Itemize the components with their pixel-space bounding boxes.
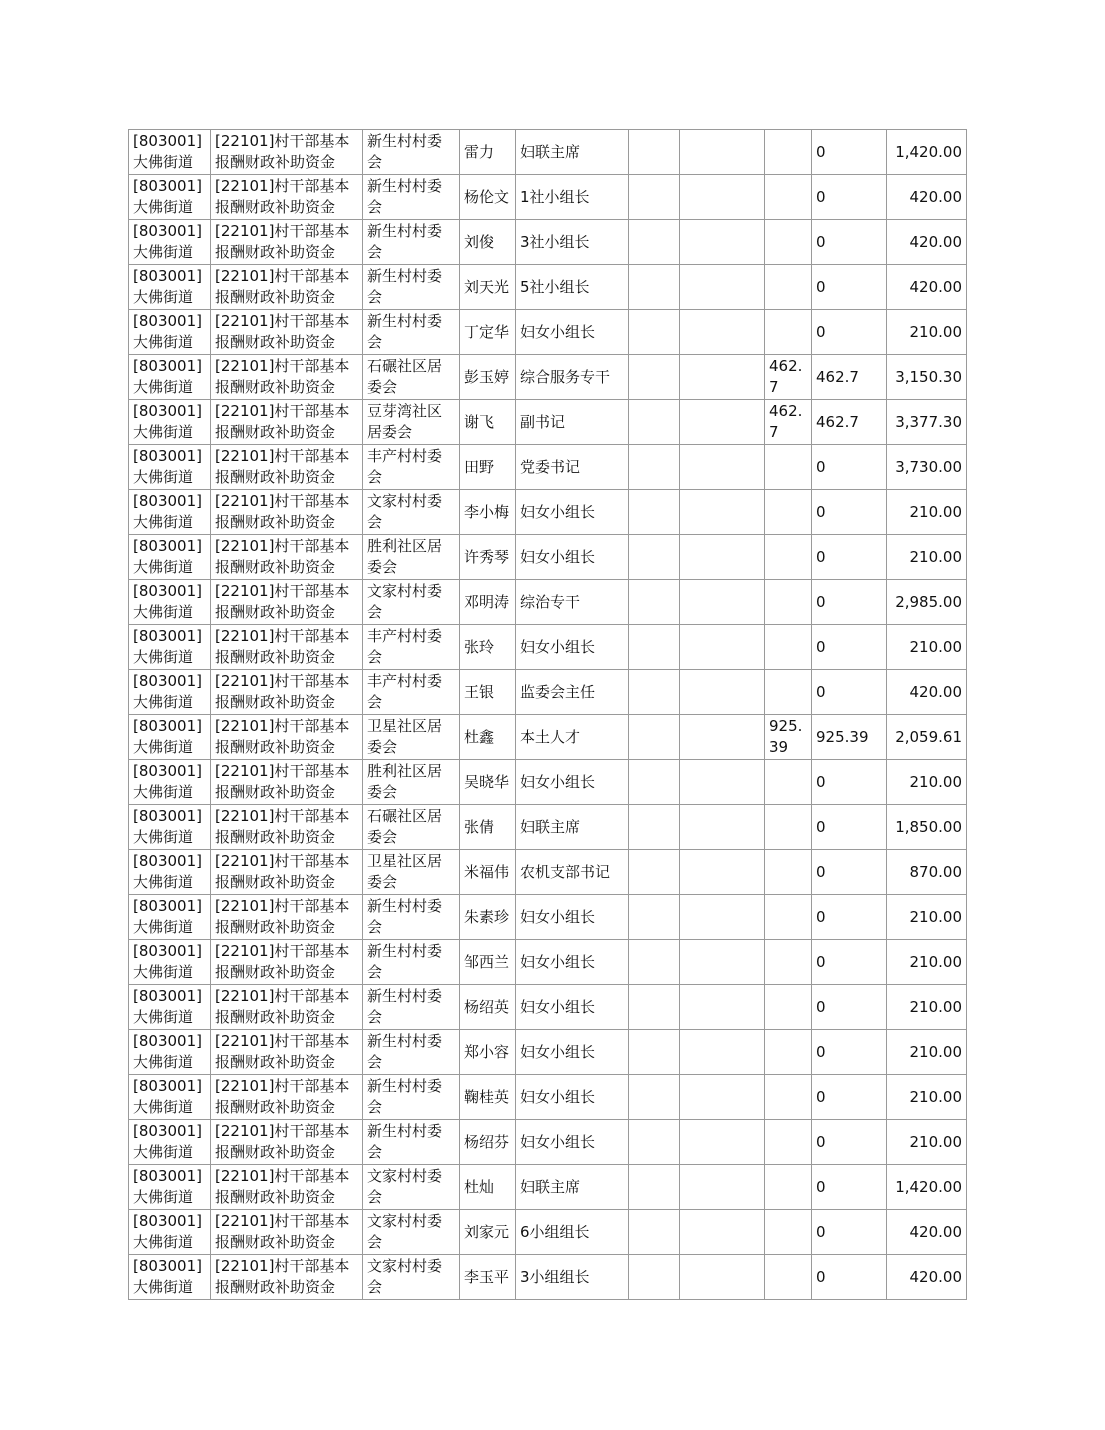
committee-cell: 丰产村村委会 <box>363 625 460 670</box>
name-cell: 彭玉婷 <box>460 355 516 400</box>
blank-cell-b <box>680 445 765 490</box>
amount-cell: 210.00 <box>887 625 967 670</box>
name-cell: 张玲 <box>460 625 516 670</box>
department-cell: [803001]大佛街道 <box>129 625 211 670</box>
amount-cell: 210.00 <box>887 985 967 1030</box>
department-cell: [803001]大佛街道 <box>129 445 211 490</box>
department-cell: [803001]大佛街道 <box>129 670 211 715</box>
amount-cell: 3,730.00 <box>887 445 967 490</box>
name-cell: 米福伟 <box>460 850 516 895</box>
amount-cell: 3,377.30 <box>887 400 967 445</box>
amount-cell: 210.00 <box>887 1030 967 1075</box>
amount-cell: 870.00 <box>887 850 967 895</box>
blank-cell-a <box>629 760 680 805</box>
fund-cell: [22101]村干部基本报酬财政补助资金 <box>211 985 363 1030</box>
position-cell: 妇联主席 <box>516 805 629 850</box>
amount-cell: 210.00 <box>887 1120 967 1165</box>
blank-cell-a <box>629 400 680 445</box>
committee-cell: 新生村村委会 <box>363 940 460 985</box>
deduction-cell <box>765 1165 812 1210</box>
blank-cell-b <box>680 625 765 670</box>
name-cell: 邓明涛 <box>460 580 516 625</box>
fund-cell: [22101]村干部基本报酬财政补助资金 <box>211 1210 363 1255</box>
name-cell: 杨绍芬 <box>460 1120 516 1165</box>
committee-cell: 新生村村委会 <box>363 1120 460 1165</box>
deduction-total-cell: 0 <box>812 130 887 175</box>
deduction-cell <box>765 670 812 715</box>
deduction-cell: 462.7 <box>765 400 812 445</box>
name-cell: 朱素珍 <box>460 895 516 940</box>
fund-cell: [22101]村干部基本报酬财政补助资金 <box>211 355 363 400</box>
blank-cell-a <box>629 985 680 1030</box>
blank-cell-a <box>629 1075 680 1120</box>
position-cell: 1社小组长 <box>516 175 629 220</box>
department-cell: [803001]大佛街道 <box>129 310 211 355</box>
fund-cell: [22101]村干部基本报酬财政补助资金 <box>211 220 363 265</box>
blank-cell-a <box>629 130 680 175</box>
amount-cell: 420.00 <box>887 670 967 715</box>
position-cell: 副书记 <box>516 400 629 445</box>
deduction-cell <box>765 940 812 985</box>
table-row <box>129 1165 967 1210</box>
name-cell: 杨伦文 <box>460 175 516 220</box>
committee-cell: 卫星社区居委会 <box>363 850 460 895</box>
deduction-cell: 925.39 <box>765 715 812 760</box>
table-row <box>129 220 967 265</box>
blank-cell-b <box>680 985 765 1030</box>
committee-cell: 新生村村委会 <box>363 310 460 355</box>
committee-cell: 丰产村村委会 <box>363 445 460 490</box>
committee-cell: 丰产村村委会 <box>363 670 460 715</box>
table-row <box>129 1255 967 1300</box>
deduction-cell <box>765 1210 812 1255</box>
deduction-cell <box>765 310 812 355</box>
amount-cell: 210.00 <box>887 760 967 805</box>
position-cell: 妇女小组长 <box>516 535 629 580</box>
name-cell: 李玉平 <box>460 1255 516 1300</box>
deduction-total-cell: 462.7 <box>812 400 887 445</box>
amount-cell: 210.00 <box>887 310 967 355</box>
blank-cell-a <box>629 490 680 535</box>
blank-cell-a <box>629 175 680 220</box>
committee-cell: 新生村村委会 <box>363 130 460 175</box>
table-row <box>129 805 967 850</box>
committee-cell: 胜利社区居委会 <box>363 535 460 580</box>
position-cell: 妇女小组长 <box>516 625 629 670</box>
department-cell: [803001]大佛街道 <box>129 940 211 985</box>
position-cell: 妇女小组长 <box>516 1120 629 1165</box>
department-cell: [803001]大佛街道 <box>129 805 211 850</box>
blank-cell-b <box>680 535 765 580</box>
position-cell: 妇女小组长 <box>516 985 629 1030</box>
fund-cell: [22101]村干部基本报酬财政补助资金 <box>211 445 363 490</box>
blank-cell-b <box>680 805 765 850</box>
blank-cell-b <box>680 1030 765 1075</box>
blank-cell-b <box>680 715 765 760</box>
deduction-cell <box>765 265 812 310</box>
amount-cell: 2,985.00 <box>887 580 967 625</box>
fund-cell: [22101]村干部基本报酬财政补助资金 <box>211 850 363 895</box>
fund-cell: [22101]村干部基本报酬财政补助资金 <box>211 805 363 850</box>
committee-cell: 石碾社区居委会 <box>363 805 460 850</box>
table-row <box>129 625 967 670</box>
amount-cell: 420.00 <box>887 220 967 265</box>
department-cell: [803001]大佛街道 <box>129 400 211 445</box>
amount-cell: 420.00 <box>887 1210 967 1255</box>
blank-cell-b <box>680 1165 765 1210</box>
deduction-total-cell: 0 <box>812 175 887 220</box>
fund-cell: [22101]村干部基本报酬财政补助资金 <box>211 895 363 940</box>
fund-cell: [22101]村干部基本报酬财政补助资金 <box>211 535 363 580</box>
name-cell: 张倩 <box>460 805 516 850</box>
deduction-cell <box>765 175 812 220</box>
amount-cell: 420.00 <box>887 175 967 220</box>
fund-cell: [22101]村干部基本报酬财政补助资金 <box>211 490 363 535</box>
position-cell: 综合服务专干 <box>516 355 629 400</box>
deduction-total-cell: 0 <box>812 1075 887 1120</box>
committee-cell: 文家村村委会 <box>363 1210 460 1255</box>
department-cell: [803001]大佛街道 <box>129 1210 211 1255</box>
blank-cell-b <box>680 220 765 265</box>
table-body <box>129 130 967 1300</box>
deduction-total-cell: 0 <box>812 445 887 490</box>
department-cell: [803001]大佛街道 <box>129 850 211 895</box>
table-row <box>129 1075 967 1120</box>
blank-cell-a <box>629 715 680 760</box>
fund-cell: [22101]村干部基本报酬财政补助资金 <box>211 1165 363 1210</box>
department-cell: [803001]大佛街道 <box>129 490 211 535</box>
table-row <box>129 1030 967 1075</box>
position-cell: 6小组组长 <box>516 1210 629 1255</box>
fund-cell: [22101]村干部基本报酬财政补助资金 <box>211 760 363 805</box>
blank-cell-a <box>629 670 680 715</box>
name-cell: 李小梅 <box>460 490 516 535</box>
position-cell: 3小组组长 <box>516 1255 629 1300</box>
fund-cell: [22101]村干部基本报酬财政补助资金 <box>211 625 363 670</box>
committee-cell: 豆芽湾社区居委会 <box>363 400 460 445</box>
department-cell: [803001]大佛街道 <box>129 760 211 805</box>
blank-cell-a <box>629 1120 680 1165</box>
deduction-cell: 462.7 <box>765 355 812 400</box>
blank-cell-a <box>629 445 680 490</box>
position-cell: 妇女小组长 <box>516 310 629 355</box>
deduction-total-cell: 0 <box>812 265 887 310</box>
fund-cell: [22101]村干部基本报酬财政补助资金 <box>211 265 363 310</box>
table-row <box>129 400 967 445</box>
fund-cell: [22101]村干部基本报酬财政补助资金 <box>211 1120 363 1165</box>
deduction-cell <box>765 985 812 1030</box>
blank-cell-b <box>680 400 765 445</box>
name-cell: 杜鑫 <box>460 715 516 760</box>
deduction-total-cell: 0 <box>812 580 887 625</box>
committee-cell: 新生村村委会 <box>363 265 460 310</box>
blank-cell-b <box>680 1075 765 1120</box>
department-cell: [803001]大佛街道 <box>129 985 211 1030</box>
blank-cell-a <box>629 940 680 985</box>
table-row <box>129 940 967 985</box>
blank-cell-b <box>680 850 765 895</box>
fund-cell: [22101]村干部基本报酬财政补助资金 <box>211 175 363 220</box>
department-cell: [803001]大佛街道 <box>129 355 211 400</box>
blank-cell-b <box>680 1120 765 1165</box>
deduction-cell <box>765 1030 812 1075</box>
position-cell: 妇女小组长 <box>516 760 629 805</box>
deduction-cell <box>765 625 812 670</box>
deduction-cell <box>765 535 812 580</box>
name-cell: 刘家元 <box>460 1210 516 1255</box>
position-cell: 综治专干 <box>516 580 629 625</box>
committee-cell: 新生村村委会 <box>363 985 460 1030</box>
committee-cell: 新生村村委会 <box>363 175 460 220</box>
table-row <box>129 760 967 805</box>
deduction-cell <box>765 490 812 535</box>
blank-cell-a <box>629 580 680 625</box>
table-row <box>129 1210 967 1255</box>
committee-cell: 文家村村委会 <box>363 580 460 625</box>
deduction-total-cell: 0 <box>812 625 887 670</box>
department-cell: [803001]大佛街道 <box>129 1165 211 1210</box>
deduction-total-cell: 0 <box>812 985 887 1030</box>
deduction-cell <box>765 580 812 625</box>
blank-cell-b <box>680 580 765 625</box>
amount-cell: 210.00 <box>887 1075 967 1120</box>
name-cell: 杨绍英 <box>460 985 516 1030</box>
fund-cell: [22101]村干部基本报酬财政补助资金 <box>211 1255 363 1300</box>
blank-cell-b <box>680 175 765 220</box>
fund-cell: [22101]村干部基本报酬财政补助资金 <box>211 715 363 760</box>
blank-cell-a <box>629 850 680 895</box>
blank-cell-a <box>629 310 680 355</box>
blank-cell-a <box>629 1030 680 1075</box>
table-row <box>129 1120 967 1165</box>
department-cell: [803001]大佛街道 <box>129 535 211 580</box>
fund-cell: [22101]村干部基本报酬财政补助资金 <box>211 670 363 715</box>
committee-cell: 文家村村委会 <box>363 1165 460 1210</box>
name-cell: 鞠桂英 <box>460 1075 516 1120</box>
blank-cell-b <box>680 1255 765 1300</box>
amount-cell: 210.00 <box>887 490 967 535</box>
department-cell: [803001]大佛街道 <box>129 1030 211 1075</box>
blank-cell-a <box>629 1255 680 1300</box>
committee-cell: 新生村村委会 <box>363 1075 460 1120</box>
blank-cell-a <box>629 625 680 670</box>
blank-cell-b <box>680 940 765 985</box>
name-cell: 刘天光 <box>460 265 516 310</box>
committee-cell: 新生村村委会 <box>363 1030 460 1075</box>
amount-cell: 420.00 <box>887 1255 967 1300</box>
committee-cell: 新生村村委会 <box>363 220 460 265</box>
name-cell: 谢飞 <box>460 400 516 445</box>
deduction-total-cell: 462.7 <box>812 355 887 400</box>
fund-cell: [22101]村干部基本报酬财政补助资金 <box>211 130 363 175</box>
deduction-cell <box>765 1120 812 1165</box>
blank-cell-b <box>680 760 765 805</box>
blank-cell-a <box>629 220 680 265</box>
blank-cell-b <box>680 130 765 175</box>
name-cell: 许秀琴 <box>460 535 516 580</box>
department-cell: [803001]大佛街道 <box>129 265 211 310</box>
blank-cell-a <box>629 895 680 940</box>
committee-cell: 卫星社区居委会 <box>363 715 460 760</box>
blank-cell-b <box>680 1210 765 1255</box>
amount-cell: 1,420.00 <box>887 130 967 175</box>
deduction-total-cell: 0 <box>812 805 887 850</box>
name-cell: 田野 <box>460 445 516 490</box>
department-cell: [803001]大佛街道 <box>129 580 211 625</box>
deduction-total-cell: 0 <box>812 1165 887 1210</box>
deduction-cell <box>765 220 812 265</box>
department-cell: [803001]大佛街道 <box>129 220 211 265</box>
table-row <box>129 850 967 895</box>
name-cell: 丁定华 <box>460 310 516 355</box>
blank-cell-b <box>680 355 765 400</box>
name-cell: 杜灿 <box>460 1165 516 1210</box>
committee-cell: 石碾社区居委会 <box>363 355 460 400</box>
fund-cell: [22101]村干部基本报酬财政补助资金 <box>211 400 363 445</box>
deduction-cell <box>765 130 812 175</box>
table-row <box>129 175 967 220</box>
deduction-total-cell: 0 <box>812 670 887 715</box>
blank-cell-a <box>629 805 680 850</box>
deduction-total-cell: 0 <box>812 310 887 355</box>
deduction-total-cell: 0 <box>812 490 887 535</box>
table-row <box>129 130 967 175</box>
amount-cell: 210.00 <box>887 895 967 940</box>
table-row <box>129 535 967 580</box>
deduction-total-cell: 0 <box>812 1255 887 1300</box>
blank-cell-b <box>680 490 765 535</box>
amount-cell: 3,150.30 <box>887 355 967 400</box>
position-cell: 5社小组长 <box>516 265 629 310</box>
position-cell: 妇女小组长 <box>516 940 629 985</box>
deduction-cell <box>765 850 812 895</box>
table-row <box>129 715 967 760</box>
committee-cell: 新生村村委会 <box>363 895 460 940</box>
table-row <box>129 490 967 535</box>
blank-cell-a <box>629 355 680 400</box>
name-cell: 雷力 <box>460 130 516 175</box>
department-cell: [803001]大佛街道 <box>129 1255 211 1300</box>
amount-cell: 1,420.00 <box>887 1165 967 1210</box>
position-cell: 妇联主席 <box>516 130 629 175</box>
deduction-total-cell: 0 <box>812 850 887 895</box>
fund-cell: [22101]村干部基本报酬财政补助资金 <box>211 1030 363 1075</box>
table-row <box>129 895 967 940</box>
table-row <box>129 670 967 715</box>
table-row <box>129 310 967 355</box>
deduction-total-cell: 0 <box>812 1030 887 1075</box>
amount-cell: 1,850.00 <box>887 805 967 850</box>
position-cell: 监委会主任 <box>516 670 629 715</box>
blank-cell-b <box>680 895 765 940</box>
blank-cell-a <box>629 1165 680 1210</box>
committee-cell: 文家村村委会 <box>363 490 460 535</box>
table-row <box>129 985 967 1030</box>
blank-cell-b <box>680 265 765 310</box>
deduction-cell <box>765 895 812 940</box>
deduction-total-cell: 0 <box>812 535 887 580</box>
table-row <box>129 265 967 310</box>
deduction-cell <box>765 760 812 805</box>
blank-cell-a <box>629 265 680 310</box>
department-cell: [803001]大佛街道 <box>129 175 211 220</box>
blank-cell-b <box>680 670 765 715</box>
fund-cell: [22101]村干部基本报酬财政补助资金 <box>211 940 363 985</box>
position-cell: 妇联主席 <box>516 1165 629 1210</box>
name-cell: 邹西兰 <box>460 940 516 985</box>
table-row <box>129 445 967 490</box>
deduction-cell <box>765 1255 812 1300</box>
department-cell: [803001]大佛街道 <box>129 130 211 175</box>
subsidy-table <box>128 129 967 1300</box>
position-cell: 妇女小组长 <box>516 1075 629 1120</box>
blank-cell-b <box>680 310 765 355</box>
amount-cell: 2,059.61 <box>887 715 967 760</box>
deduction-total-cell: 925.39 <box>812 715 887 760</box>
name-cell: 王银 <box>460 670 516 715</box>
position-cell: 党委书记 <box>516 445 629 490</box>
deduction-total-cell: 0 <box>812 1210 887 1255</box>
department-cell: [803001]大佛街道 <box>129 1120 211 1165</box>
department-cell: [803001]大佛街道 <box>129 715 211 760</box>
position-cell: 农机支部书记 <box>516 850 629 895</box>
deduction-total-cell: 0 <box>812 1120 887 1165</box>
blank-cell-a <box>629 535 680 580</box>
fund-cell: [22101]村干部基本报酬财政补助资金 <box>211 1075 363 1120</box>
table-row <box>129 355 967 400</box>
committee-cell: 文家村村委会 <box>363 1255 460 1300</box>
fund-cell: [22101]村干部基本报酬财政补助资金 <box>211 580 363 625</box>
deduction-cell <box>765 805 812 850</box>
amount-cell: 210.00 <box>887 940 967 985</box>
blank-cell-a <box>629 1210 680 1255</box>
position-cell: 本土人才 <box>516 715 629 760</box>
fund-cell: [22101]村干部基本报酬财政补助资金 <box>211 310 363 355</box>
position-cell: 妇女小组长 <box>516 895 629 940</box>
committee-cell: 胜利社区居委会 <box>363 760 460 805</box>
table-row <box>129 580 967 625</box>
deduction-total-cell: 0 <box>812 895 887 940</box>
deduction-total-cell: 0 <box>812 940 887 985</box>
deduction-total-cell: 0 <box>812 220 887 265</box>
department-cell: [803001]大佛街道 <box>129 1075 211 1120</box>
position-cell: 妇女小组长 <box>516 490 629 535</box>
name-cell: 吴晓华 <box>460 760 516 805</box>
amount-cell: 420.00 <box>887 265 967 310</box>
deduction-cell <box>765 1075 812 1120</box>
deduction-cell <box>765 445 812 490</box>
position-cell: 3社小组长 <box>516 220 629 265</box>
name-cell: 郑小容 <box>460 1030 516 1075</box>
department-cell: [803001]大佛街道 <box>129 895 211 940</box>
deduction-total-cell: 0 <box>812 760 887 805</box>
name-cell: 刘俊 <box>460 220 516 265</box>
amount-cell: 210.00 <box>887 535 967 580</box>
position-cell: 妇女小组长 <box>516 1030 629 1075</box>
